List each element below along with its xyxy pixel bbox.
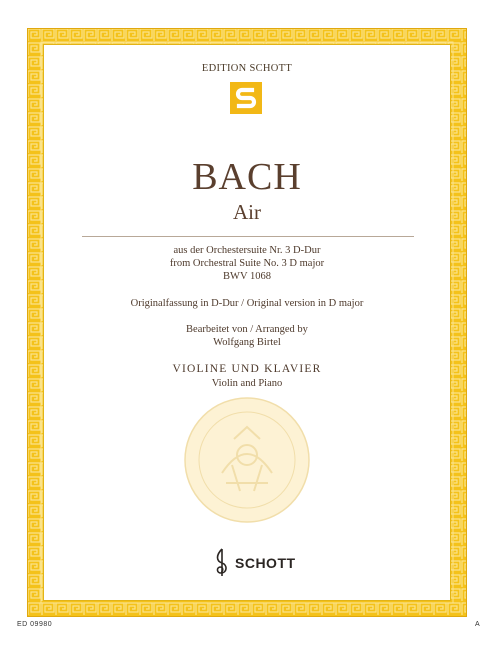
treble-clef-icon (211, 547, 233, 577)
catalogue-number: BWV 1068 (223, 271, 271, 282)
s-letter-icon (230, 82, 262, 114)
composer-name: BACH (192, 156, 302, 198)
arranged-by-label: Bearbeitet von / Arranged by (186, 324, 308, 335)
instrumentation-english: Violin and Piano (211, 378, 283, 389)
arranger-name: Wolfgang Birtel (213, 337, 281, 348)
version-note: Originalfassung in D-Dur / Original version in D major (130, 298, 364, 309)
edition-number: ED 09980 (17, 621, 53, 628)
source-german: aus der Orchestersuite Nr. 3 D-Dur (173, 245, 321, 256)
instrumentation-german: VIOLINE UND KLAVIER (172, 363, 322, 375)
cover-panel (43, 44, 451, 601)
brand-name: SCHOTT (235, 555, 296, 571)
schott-seal-watermark (182, 395, 312, 525)
corner-mark: A (475, 621, 480, 628)
schott-s-logo (230, 82, 262, 114)
greek-key-border (27, 28, 467, 617)
title-divider (82, 236, 414, 237)
publisher-name: EDITION SCHOTT (201, 63, 293, 74)
work-title: Air (233, 200, 261, 224)
schott-brand (211, 547, 296, 577)
source-english: from Orchestral Suite No. 3 D major (169, 258, 325, 269)
